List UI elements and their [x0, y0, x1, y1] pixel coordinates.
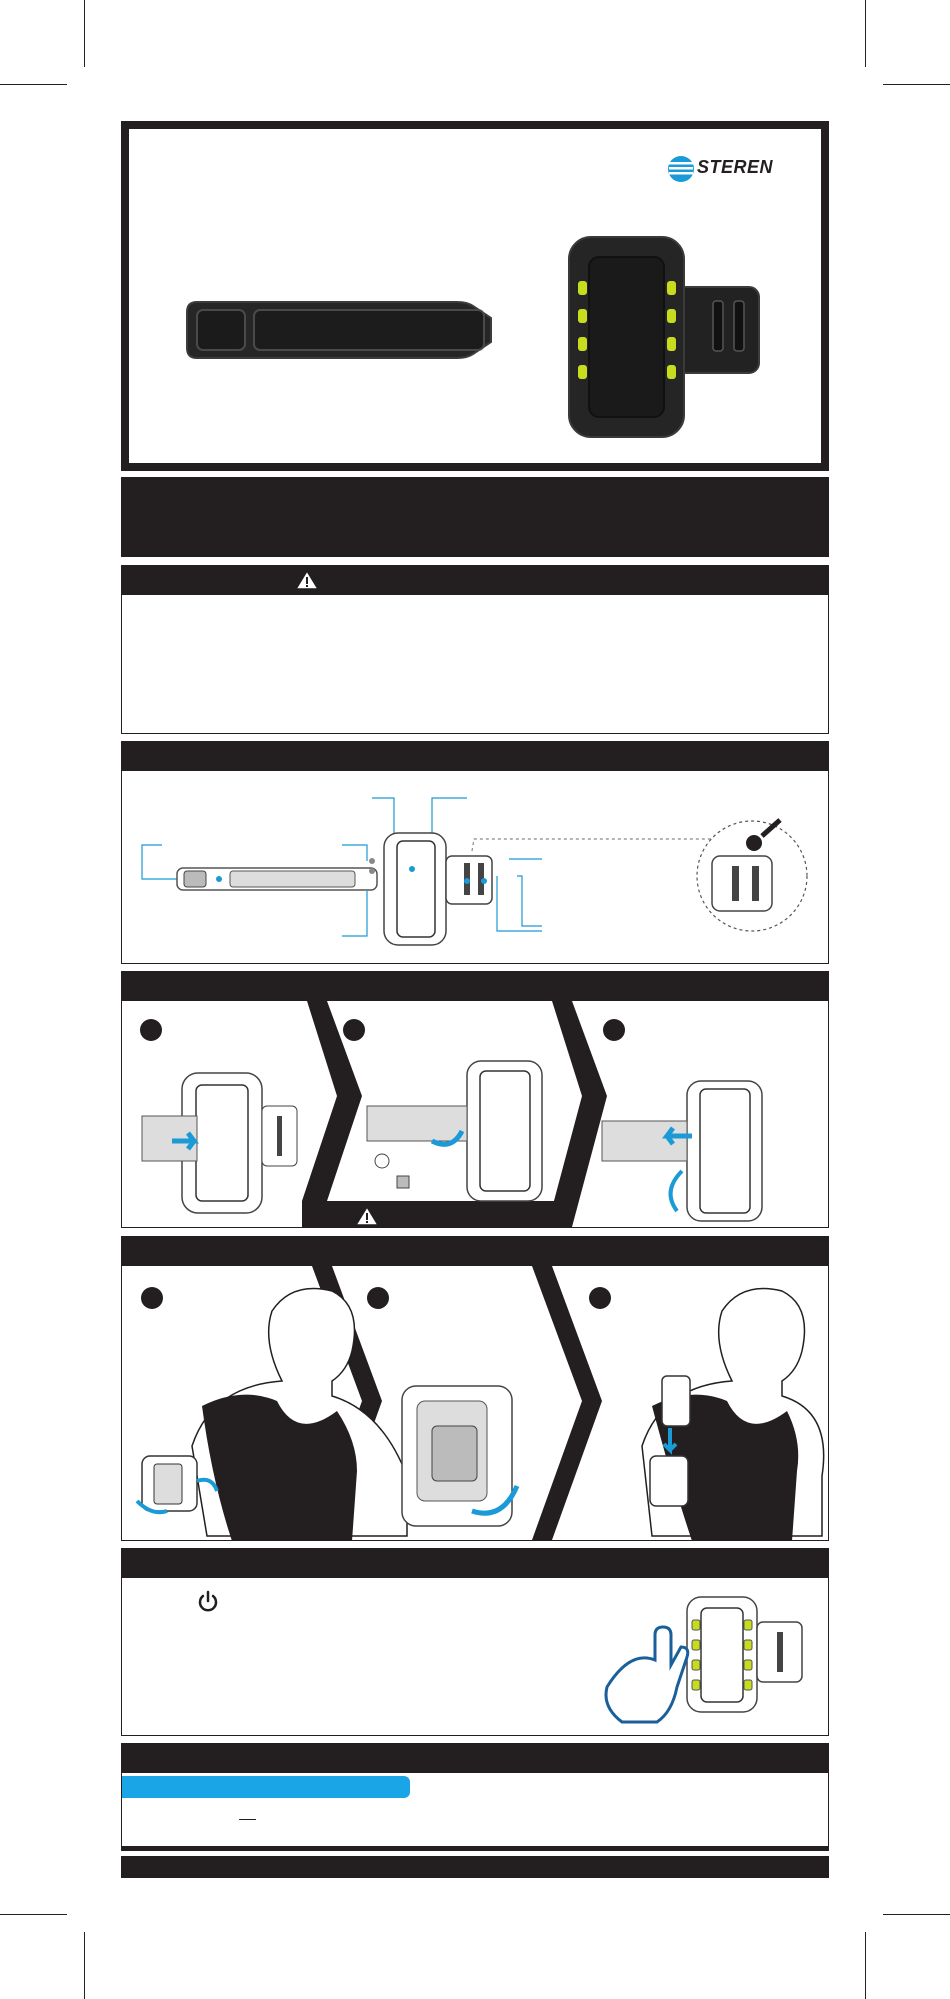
- crop-mark: [865, 1932, 866, 1999]
- power-icon: [196, 1590, 220, 1614]
- install-section-body: [121, 1001, 829, 1228]
- wear-steps-illustration: [122, 1266, 828, 1540]
- crop-mark: [883, 84, 950, 85]
- warning-triangle-icon: [295, 570, 319, 590]
- crop-mark: [84, 1932, 85, 1999]
- crop-mark: [0, 84, 67, 85]
- parts-diagram: [122, 771, 828, 963]
- led-button-illustration: [597, 1582, 827, 1732]
- install-step-2-badge: [343, 1019, 365, 1041]
- install-step-3-badge: [603, 1019, 625, 1041]
- install-section-header: [121, 971, 829, 1001]
- specs-section-header: [121, 1743, 829, 1773]
- crop-mark: [865, 0, 866, 67]
- parts-section-body: [121, 771, 829, 964]
- led-section-header: [121, 1548, 829, 1578]
- specs-underline: [239, 1819, 256, 1820]
- crop-mark: [0, 1914, 67, 1915]
- wear-section-header: [121, 1236, 829, 1266]
- led-section-body: [121, 1578, 829, 1736]
- specs-accent-bar: [122, 1776, 410, 1798]
- title-block: [121, 477, 829, 557]
- footer-bar: [121, 1856, 829, 1878]
- wear-step-1-badge: [141, 1287, 163, 1309]
- specs-section-body: [121, 1773, 829, 1849]
- wear-step-3-badge: [589, 1287, 611, 1309]
- warning-section-header: [121, 565, 829, 595]
- footer-rule: [121, 1846, 829, 1851]
- crop-mark: [883, 1914, 950, 1915]
- install-steps-illustration: [122, 1001, 828, 1227]
- wear-step-2-badge: [367, 1287, 389, 1309]
- brand-name: STEREN: [697, 157, 774, 177]
- wear-section-body: [121, 1266, 829, 1541]
- steren-logo-icon: [666, 154, 696, 184]
- warning-triangle-icon: [355, 1206, 379, 1226]
- crop-mark: [84, 0, 85, 67]
- armband-product-image: [129, 129, 821, 463]
- warning-section-body: [121, 595, 829, 734]
- install-step-1-badge: [140, 1019, 162, 1041]
- parts-section-header: [121, 741, 829, 771]
